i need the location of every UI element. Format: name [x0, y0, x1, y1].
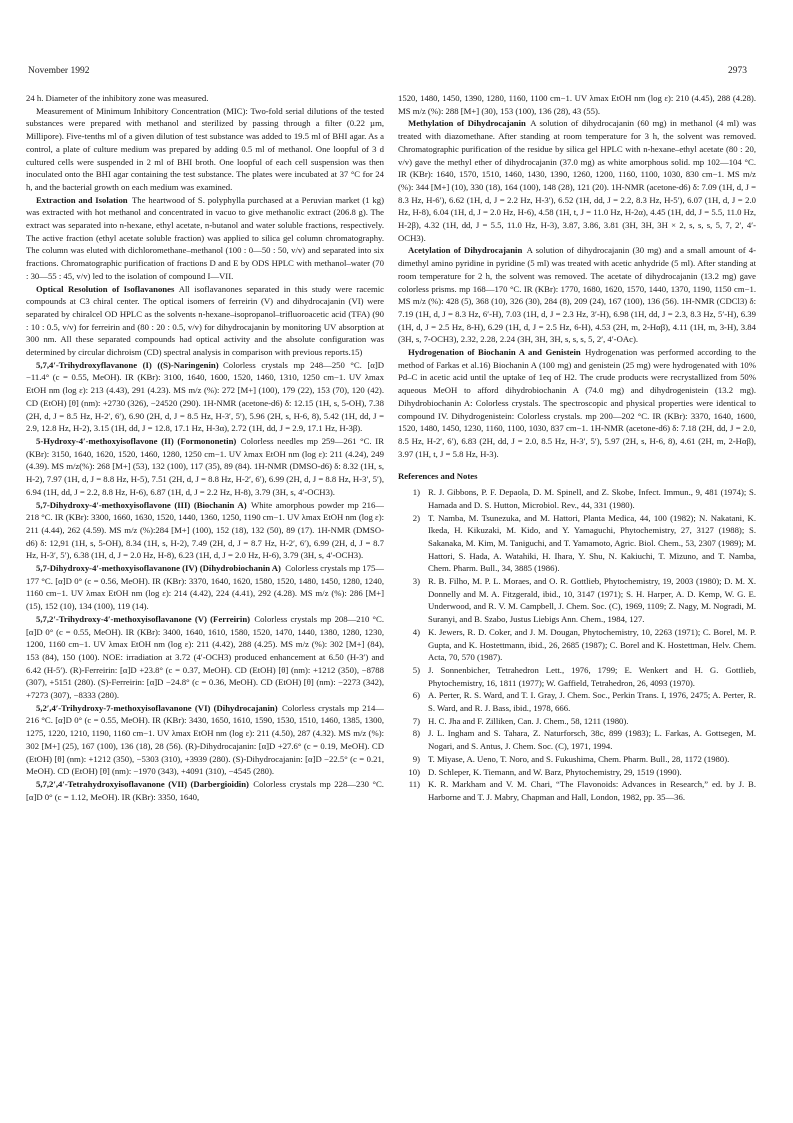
paragraph-text: 24 h. Diameter of the inhibitory zone was measured. — [26, 93, 209, 103]
paragraph-text: A solution of dihydrocajanin (30 mg) and a small amount of 4-dimethyl amino pyridine in pyridine (5 ml) was treated with acetic anhydride (5 ml). After standing at room temperature for 2 h, the solvent was removed. The acetate of dihydrocajanin (13.2 mg) gave colorless prisms. mp 168—170 °C. IR (KBr): 1770, 1680, 1620, 1570, 1440, 1370, 1190, 1150 cm−1. MS m/z (%): 428 (5), 368 (10), 326 (30), 284 (8), 209 (24), 167 (100), 136 (56). 1H-NMR (CDCl3) δ: 7.19 (1H, d, J = 8.3 Hz, 6′-H), 7.03 (1H, d, J = 2.3 Hz, 3′-H), 6.98 (1H, dd, J = 2.3, 8.3 Hz, 5′-H), 6.39 (1H, d, J = 2.5 Hz, 8-H), 6.29 (1H, d, J = 2.5 Hz, 6-H), 4.53 (2H, m, 2-Hαβ), 4.11 (1H, m, 3-H), 3.84 (3H, s, 7-OCH3), 2.32, 2.28, 2.24 (3H, 3H, 3H, s, s, s, 5, 2′, 4′-OAc). — [398, 245, 756, 345]
reference-item — [398, 689, 756, 714]
reference-number: 4) — [412, 626, 420, 637]
reference-number: 10) — [408, 766, 420, 777]
reference-number: 11) — [408, 779, 420, 790]
paragraph — [398, 117, 756, 244]
section-run-in-heading: Hydrogenation of Biochanin A and Genistein — [408, 347, 581, 358]
paragraph-text: White amorphous powder mp 216—218 °C. IR (KBr): 3300, 1660, 1630, 1520, 1440, 1360, 1250, 1190 cm−1. UV λmax EtOH nm (log ε): 211 (4.44), 262 (4.59). MS m/z (%):284 [M+] (100), 152 (18), 132 (50), 89 (17). 1H-NMR (DMSO-d6) δ: 12,91 (1H, s, 5-OH), 8.34 (1H, s, H-2), 7.49 (2H, d, J = 8.7 Hz, H-2′, 6′), 6.99 (2H, d, J = 8.7 Hz, H-3′, 5′), 6.38 (1H, d, J = 2.0 Hz, H-8), 6.23 (1H, d, J = 2.0 Hz, H-6), 3.79 (3H, s, 4′-OCH3). — [26, 499, 384, 561]
paragraph-text: A solution of dihydrocajanin (60 mg) in methanol (4 ml) was treated with diazomethane. After standing at room temperature for 3 h, the solvent was removed. Chromatographic purification of the residue by silica gel HPLC with n-hexane–ethyl acetate (80 : 20, v/v) gave the methyl ether of dihydrocajanin (37.0 mg) as white amorphous solid. mp 102—104 °C. IR (KBr): 1640, 1570, 1510, 1460, 1430, 1390, 1260, 1200, 1160, 1100, 1030, 830 cm−1. MS m/z (%): 344 [M+] (10), 330 (18), 164 (100), 148 (28), 121 (20). 1H-NMR (acetone-d6) δ: 7.09 (1H, d, J = 8.3 Hz, H-6′), 6.62 (1H, d, J = 2.2 Hz, H-3′), 6.52 (1H, dd, J = 2.2, 8.3 Hz, H-5′), 6.07 (1H, d, J = 2.0 Hz, H-8), 6.04 (1H, d, J = 2.0 Hz, H-6), 4.58 (1H, t, J = 11.0 Hz, H-2α), 4.45 (1H, dd, J = 5.5, 11.0 Hz, H-2β), 4.32 (1H, dd, J = 5.5, 11.0 Hz, H-3), 3.87, 3.86, 3.81 (3H, 3H, 3H × 2, s, s, s, 5, 7, 2′, 4′-OCH3). — [398, 118, 756, 243]
section-run-in-heading: 5,2′,4′-Trihydroxy-7-methoxyisoflavanone (VI) (Dihydrocajanin) — [36, 702, 278, 713]
paragraph — [26, 499, 384, 563]
reference-number: 1) — [412, 487, 420, 498]
paragraph — [26, 435, 384, 499]
reference-number: 6) — [412, 690, 420, 701]
paragraph — [26, 105, 384, 194]
reference-item — [398, 486, 756, 511]
reference-text: T. Namba, M. Tsunezuka, and M. Hattori, Planta Medica, 44, 100 (1982); N. Nakatani, K. Ikeda, H. Kikuzaki, M. Kido, and Y. Yamaguchi, Phytochemistry, 27, 3127 (1988); S. Sakanaka, M. Kim, M. Taniguchi, and T. Yamamoto, Agric. Biol. Chem., 53, 2307 (1989); M. Hattori, S. Hada, A. Watahiki, H. Ihara, Y. Shu, N. Kakiuchi, T. Mizuno, and T. Namba, Chem. Pharm. Bull., 34, 3885 (1986). — [428, 512, 756, 574]
paragraph — [26, 702, 384, 778]
section-run-in-heading: 5,7-Dihydroxy-4′-methoxyisoflavanone (IV) (Dihydrobiochanin A) — [36, 563, 281, 574]
reference-text: T. Miyase, A. Ueno, T. Noro, and S. Fukushima, Chem. Pharm. Bull., 28, 1172 (1980). — [428, 753, 730, 764]
references-list — [398, 486, 756, 804]
reference-item — [398, 626, 756, 664]
paragraph-text: Colorless needles mp 259—261 °C. IR (KBr): 3150, 1640, 1620, 1520, 1460, 1280, 1250 cm−1. UV λmax EtOH nm (log ε): 211 (4.24), 249 (4.39). MS m/z(%): 268 [M+] (53), 132 (100), 117 (35), 89 (84). 1H-NMR (DMSO-d6) δ: 8.32 (1H, s, H-2), 7.97 (1H, d, J = 8.8 Hz, H-5), 7.51 (2H, d, J = 8.8 Hz, H-2′, 6′), 6.99 (2H, d, J = 8.8 Hz, H-3′, 5′), 6.94 (1H, dd, J = 2.2, 8.8 Hz, H-6), 6.87 (1H, d, J = 2.2 Hz, H-8), 3.79 (3H, s, 4′-OCH3). — [26, 435, 384, 497]
paragraph — [26, 194, 384, 283]
paragraph — [26, 562, 384, 613]
paragraph-text: Colorless crystals mp 214—216 °C. [α]D 0° (c = 0.55, MeOH). IR (KBr): 3430, 1650, 1610, 1590, 1530, 1510, 1460, 1385, 1300, 1275, 1220, 1210, 1190, 1160 cm−1. UV λmax EtOH nm (log ε): 211 (4.50), 287 (4.32). MS m/z (%): 302 [M+] (25), 167 (100), 136 (18), 28 (56). (R)-Dihydrocajanin: [α]D +27.6° (c = 0.19, MeOH). CD (EtOH) [θ] (nm): +1212 (350), −5303 (310), +3939 (280). (S)-Dihydrocajanin: [α]D −22.5° (c = 0.21, MeOH). CD (EtOH) [θ] (nm): −1970 (343), +4091 (310), −4545 (280). — [26, 702, 384, 777]
paragraph — [398, 92, 756, 117]
reference-item — [398, 778, 756, 803]
section-run-in-heading: 5,7,2′-Trihydroxy-4′-methoxyisoflavanone (V) (Ferreirin) — [36, 613, 251, 624]
section-run-in-heading: 5-Hydroxy-4′-methoxyisoflavone (II) (Formononetin) — [36, 435, 237, 446]
right-column-body — [398, 92, 756, 460]
references-heading: References and Notes — [398, 471, 478, 482]
paragraph — [26, 92, 384, 105]
paragraph — [26, 283, 384, 359]
reference-item — [398, 766, 756, 779]
paragraph-text: Colorless crystals mp 248—250 °C. [α]D −11.4° (c = 0.55, MeOH). IR (KBr): 3100, 1640, 1600, 1520, 1460, 1310, 1250 cm−1. UV λmax EtOH nm (log ε): 213 (4.43), 291 (4.23). MS m/z (%): 272 [M+] (100), 179 (22), 153 (70), 120 (42). CD (EtOH) [θ] (nm): +2730 (326), −24520 (290). 1H-NMR (acetone-d6) δ: 12.15 (1H, s, 5-OH), 7.38 (2H, d, J = 8.5 Hz, H-2′, 6′), 6.90 (2H, d, J = 8.5 Hz, H-3′, 5′), 5.96 (2H, s, H-6, 8), 5.42 (1H, dd, J = 2.9, 12.8 Hz, H-2), 3.15 (1H, dd, J = 12.8, 17.1 Hz, H-3α), 2.72 (1H, dd, J = 2.9, 17.1 Hz, H-3β). — [26, 359, 385, 434]
reference-number: 9) — [412, 753, 420, 764]
right-column — [398, 92, 756, 804]
paragraph-text: Colorless crystals mp 208—210 °C. [α]D 0° (c = 0.55, MeOH). IR (KBr): 3400, 1640, 1610, 1580, 1520, 1470, 1440, 1380, 1280, 1230, 1200, 1160 cm−1. UV λmax EtOH nm (log ε): 211 (4.42), 288 (4.25). MS m/z (%): 302 [M+] (84), 153 (84), 150 (100). NOE: irradiation at 3.72 (4′-OCH3) produced enhancement at 6.50 (H-3′) and 6.42 (H-5′). (R)-Ferreirin: [α]D +23.8° (c = 0.37, MeOH). CD (EtOH) [θ] (nm): +1212 (350), −8788 (307), +5151 (280). (S)-Ferreirin: [α]D −24.8° (c = 0.36, MeOH). CD (EtOH) [θ] (nm): −2273 (342), +7273 (307), −8333 (280). — [26, 613, 384, 701]
paragraph-text: Measurement of Minimum Inhibitory Concentration (MIC): Two-fold serial dilutions of the tested substances were prepared with methanol and sterilized by passing through a filter (0.22 µm, Millipore). Five-tenths ml of a given dilution of test substance was added to 19.5 ml of BHI agar. As a control, a plate of culture medium was prepared by adding 0.5 ml of methanol. One loopful of 3 d cultured cells were suspended in 2 ml of BHI broth. One loopful of each cell suspension was then inoculated onto the BHI agar containing the test substance. The plates were incubated at 37 °C for 24 h, and the bacterial growth on each medium was examined. — [26, 105, 384, 192]
reference-text: J. Sonnenbicher, Tetrahedron Lett., 1976, 1799; E. Wenkert and H. G. Gottlieb, Phytochemistry, 16, 1811 (1977); W. Gaffield, Tetrahedron, 26, 4093 (1970). — [428, 664, 756, 688]
paragraph — [26, 778, 384, 803]
reference-number: 2) — [412, 512, 420, 523]
paragraph-text: Colorless crystals mp 175—177 °C. [α]D 0° (c = 0.56, MeOH). IR (KBr): 3370, 1640, 1620, 1580, 1520, 1480, 1450, 1280, 1240, 1160 cm−1. UV λmax EtOH nm (log ε): 214 (4.42), 224 (4.41), 292 (4.28). MS m/z (%): 286 [M+] (15), 152 (10), 134 (100), 119 (14). — [26, 563, 384, 612]
reference-text: R. B. Filho, M. P. L. Moraes, and O. R. Gottlieb, Phytochemistry, 19, 2003 (1980); D. M. X. Donnelly and M. A. Fitzgerald, ibid., 10, 3147 (1971); S. H. Harper, A. D. Kemp, W. G. E. Underwood, and R. V. M. Campbell, J. Chem. Soc. (C), 1969, 1109; Z. Nagy, M. Nogradi, M. Suranyi, and B. Szabo, Justus Liebigs Ann. Chem., 1984, 127. — [428, 576, 756, 625]
paragraph-text: The heartwood of S. polyphylla purchased at a Peruvian market (1 kg) was extracted with hot methanol and concentrated in vacuo to give methanolic extract (206.8 g). The extract was separated into n-hexane, ethyl acetate, n-butanol and water soluble fractions, respectively. The active fraction (ethyl acetate soluble fraction) was applied to silica gel column chromatography. The column was eluted with dichloromethane–methanol (100 : 0—50 : 50, v/v) and separated into six fractions. Chromatographic purification of fractions D and E by ODS HPLC with methanol–water (70 : 30—55 : 45, v/v) led to the isolation of compound I—VII. — [26, 194, 385, 281]
paragraph-text: Hydrogenation was performed according to the method of Farkas et al.16) Biochanin A (100 mg) and genistein (25 mg) were hydrogenated with 10% Pd–C in acetic acid until the uptake of 1eq of H2. The crude products were recrystallized from 50% aqueous MeOH to afford dihydrobiochanin A (74.0 mg) and dihydrogenistein (13.2 mg). Dihydrobiochanin A: Colorless crystals. The spectroscopic and physical properties were identical to compound IV. Dihydrogenistein: Colorless crystals. mp 200—202 °C. IR (KBr): 3370, 1640, 1600, 1520, 1480, 1450, 1230, 1160, 1100, 1030, 837 cm−1. 1H-NMR (acetone-d6) δ: 7.18 (2H, dd, J = 2.0, 8.5 Hz, H-2′, 6′), 6.83 (2H, dd, J = 2.0, 8.5 Hz, H-3′, 5′), 5.97 (2H, s, H-6, 8), 4.61 (2H, m, 2-Hαβ), 3.97 (1H, t, J = 5.8 Hz, H-3). — [398, 347, 756, 459]
reference-item — [398, 512, 756, 576]
section-run-in-heading: Optical Resolution of Isoflavanones — [36, 283, 175, 294]
section-run-in-heading: 5,7,4′-Trihydroxyflavanone (I) ((S)-Naringenin) — [36, 359, 219, 370]
paragraph-text: 1520, 1480, 1450, 1390, 1280, 1160, 1100 cm−1. UV λmax EtOH nm (log ε): 210 (4.45), 288 (4.28). MS m/z (%): 288 [M+] (30), 153 (100), 136 (28), 43 (55). — [398, 93, 756, 116]
paragraph — [398, 346, 756, 460]
paragraph — [398, 244, 756, 346]
page-number: 2973 — [728, 66, 747, 76]
reference-item — [398, 715, 756, 728]
paragraph — [26, 613, 384, 702]
reference-number: 7) — [412, 715, 420, 726]
paragraph-text: All isoflavanones separated in this study were racemic compounds at C3 chiral center. The optical isomers of ferreirin (V) and dihydrocajanin (VI) were separated by chiralcel OD HPLC as the solvents n-hexane–isopropanol–trifluoroacetic acid (TFA) (90 : 10 : 0.5, v/v) for ferreirin and (80 : 20 : 0.5, v/v) for dihydrocajanin by monitoring UV absorption at 300 nm. All these separated compounds had optical activity and the absolute configuration was determined by circular dichroism (CD) spectral analysis in comparison with previous reports.15) — [26, 283, 385, 358]
reference-number: 8) — [412, 728, 420, 739]
section-run-in-heading: Extraction and Isolation — [36, 194, 128, 205]
reference-text: D. Schleper, K. Tiemann, and W. Barz, Phytochemistry, 29, 1519 (1990). — [428, 766, 682, 777]
reference-text: K. Jewers, R. D. Coker, and J. M. Dougan, Phytochemistry, 10, 2263 (1971); C. Borel, M. P. Gupta, and K. Hostettmann, ibid., 26, 2685 (1987); C. Borel and K. Hostettman, Helv. Chem. Acta, 70, 570 (1987). — [428, 626, 756, 663]
reference-text: K. R. Markham and V. M. Chari, “The Flavonoids: Advances in Research,” ed. by J. B. Harborne and T. J. Mabry, Chapman and Hall, London, 1982, pp. 35—36. — [428, 779, 756, 802]
reference-number: 5) — [412, 664, 420, 675]
reference-text: A. Perter, R. S. Ward, and T. I. Gray, J. Chem. Soc., Perkin Trans. I, 1976, 2475; A. Perter, R. S. Ward, and R. J. Bass, ibid., 1978, 666. — [428, 690, 756, 714]
left-column — [26, 92, 384, 803]
reference-number: 3) — [412, 576, 420, 587]
section-run-in-heading: 5,7-Dihydroxy-4′-methoxyisoflavone (III) (Biochanin A) — [36, 499, 247, 510]
reference-text: J. L. Ingham and S. Tahara, Z. Naturforsch, 38c, 899 (1983); L. Farkas, A. Gottsegen, M. Nogari, and S. Antus, J. Chem. Soc. (C), 1971, 1994. — [428, 728, 756, 752]
section-run-in-heading: Acetylation of Dihydrocajanin — [408, 245, 523, 256]
section-run-in-heading: 5,7,2′,4′-Tetrahydroxyisoflavanone (VII) (Darbergioidin) — [36, 778, 249, 789]
reference-item — [398, 575, 756, 626]
reference-item — [398, 664, 756, 689]
running-header-date: November 1992 — [28, 66, 90, 76]
paragraph-text: Colorless crystals mp 228—230 °C. [α]D 0° (c = 1.12, MeOH). IR (KBr): 3350, 1640, — [26, 778, 384, 802]
reference-item — [398, 753, 756, 766]
section-run-in-heading: Methylation of Dihydrocajanin — [408, 118, 526, 129]
reference-text: R. J. Gibbons, P. F. Depaola, D. M. Spinell, and Z. Skobe, Infect. Immun., 9, 481 (1974); S. Hamada and D. S. Hutton, Microbiol. Rev., 44, 331 (1980). — [428, 487, 756, 510]
reference-text: H. C. Jha and F. Zilliken, Can. J. Chem., 58, 1211 (1980). — [428, 715, 629, 726]
paragraph — [26, 359, 384, 435]
reference-item — [398, 727, 756, 752]
